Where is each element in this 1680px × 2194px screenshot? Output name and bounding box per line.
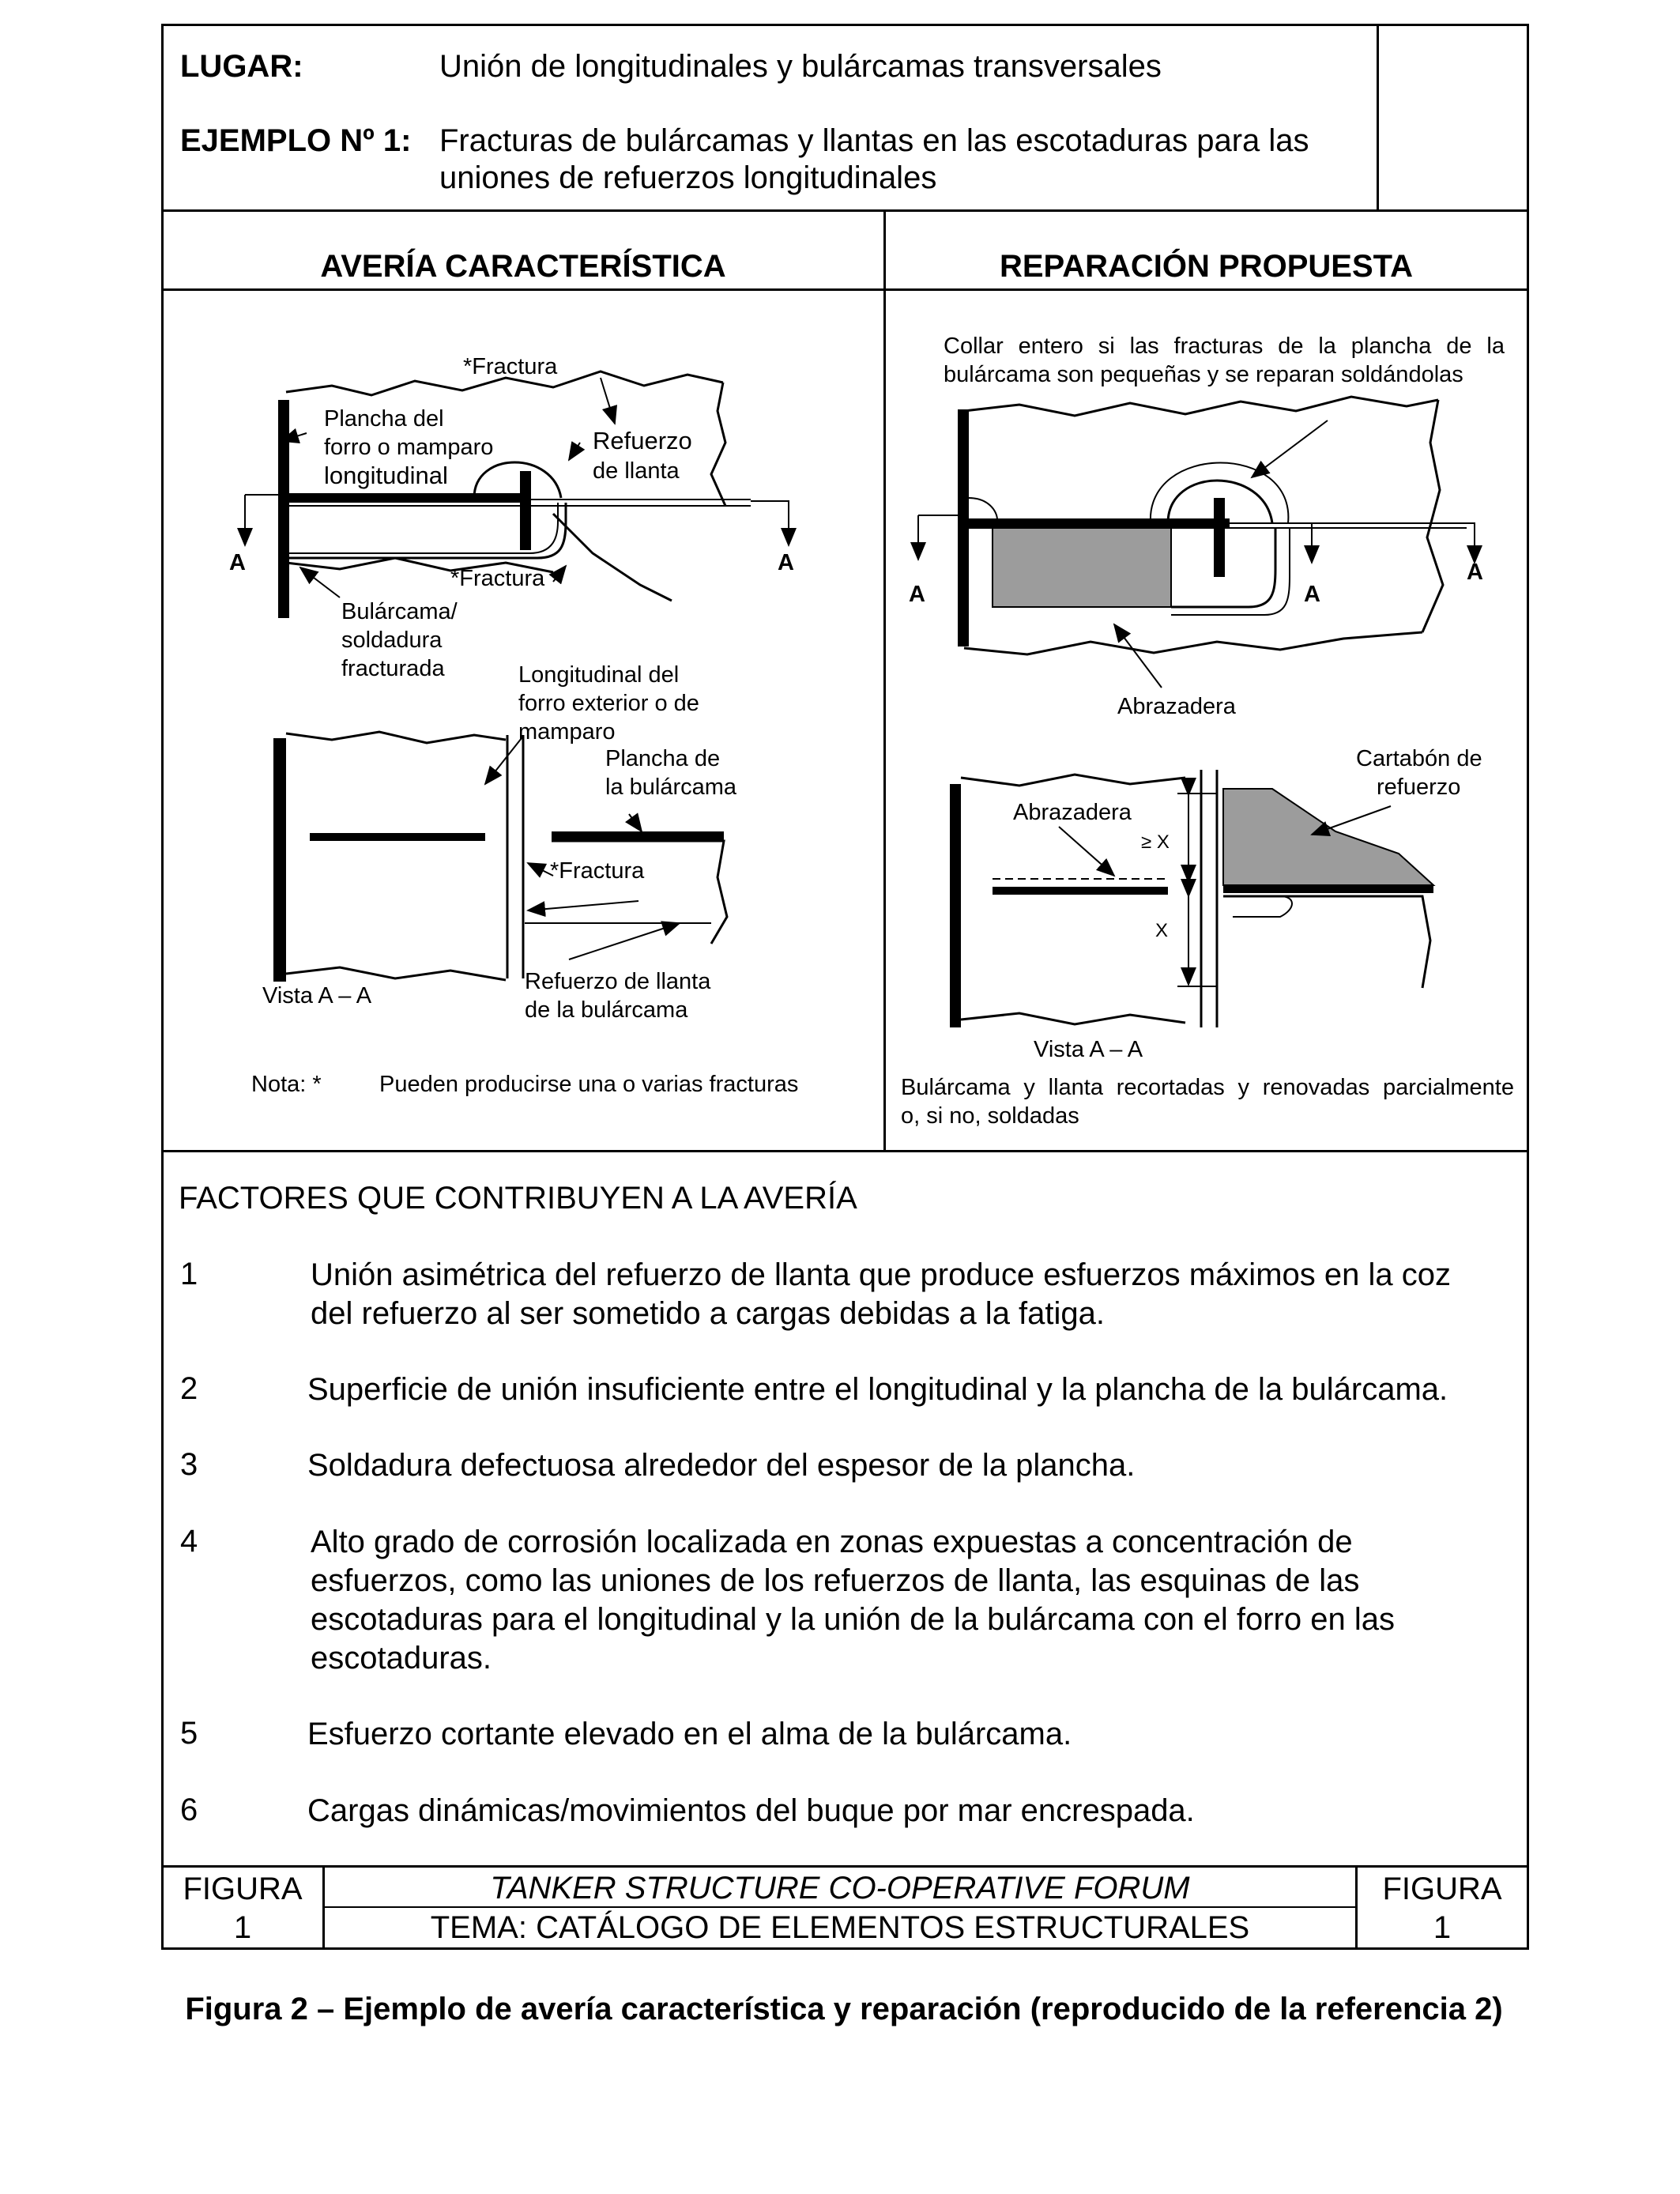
plancha-label-3: longitudinal	[324, 462, 448, 489]
factor-number: 5	[180, 1716, 198, 1751]
figure-caption: Figura 2 – Ejemplo de avería característica y reparación (reproducido de la referencia 2)	[185, 1992, 1503, 2026]
factor-3-line1: Soldadura defectuosa alrededor del espesor de la plancha.	[307, 1448, 1136, 1483]
vista-right-label: Vista A – A	[1034, 1037, 1143, 1062]
factor-2-line1: Superficie de unión insuficiente entre el longitudinal y la plancha de la bulárcama.	[307, 1372, 1448, 1407]
ejemplo-label: EJEMPLO Nº 1:	[180, 123, 412, 158]
dim-ge-x: ≥ X	[1141, 831, 1170, 853]
fractura-top-label: *Fractura	[463, 354, 558, 379]
repair-note-2: o, si no, soldadas	[901, 1103, 1079, 1129]
nota-text: Pueden producirse una o varias fracturas	[379, 1072, 799, 1097]
factor-1-line2: del refuerzo al ser sometido a cargas debidas a la fatiga.	[311, 1296, 1106, 1331]
plancha-bul-label-1: Plancha de	[605, 746, 721, 771]
right-column-heading: REPARACIÓN PROPUESTA	[999, 249, 1413, 284]
factor-number: 4	[180, 1524, 198, 1559]
cartabon-label-1: Cartabón de	[1356, 746, 1482, 771]
refuerzo-label-2: de llanta	[593, 458, 680, 484]
ejemplo-value-line2: uniones de refuerzos longitudinales	[439, 160, 937, 195]
section-a-right-3: A	[1467, 560, 1483, 585]
longitudinal-label-3: mamparo	[518, 719, 616, 745]
lugar-label: LUGAR:	[180, 49, 303, 84]
factor-4-line4: escotaduras.	[311, 1641, 492, 1676]
factor-number: 6	[180, 1793, 198, 1827]
lugar-value: Unión de longitudinales y bulárcamas transversales	[439, 49, 1162, 84]
nota-label: Nota: *	[251, 1072, 322, 1097]
cartabon-label-2: refuerzo	[1377, 775, 1461, 800]
figure-label-right: FIGURA	[1382, 1872, 1502, 1906]
fractura-mid-label: *Fractura	[450, 566, 545, 591]
plancha-label-1: Plancha del	[324, 406, 444, 432]
bularcama-label-3: fracturada	[341, 656, 445, 681]
footer-tema: TEMA: CATÁLOGO DE ELEMENTOS ESTRUCTURALES	[430, 1910, 1250, 1945]
factor-number: 2	[180, 1371, 198, 1406]
dim-x: X	[1155, 920, 1169, 941]
section-a-left-1: A	[229, 550, 246, 575]
left-column-heading: AVERÍA CARACTERÍSTICA	[320, 249, 726, 284]
factor-6-line1: Cargas dinámicas/movimientos del buque por mar encrespada.	[307, 1793, 1195, 1828]
right-plan-view	[918, 397, 1475, 688]
factor-number: 3	[180, 1447, 198, 1482]
factor-4-line3: escotaduras para el longitudinal y la unión de la bulárcama con el forro en las	[311, 1602, 1395, 1637]
figure-number-left: 1	[233, 1910, 252, 1945]
figure-number-right: 1	[1433, 1910, 1452, 1945]
factors-title: FACTORES QUE CONTRIBUYEN A LA AVERÍA	[179, 1181, 857, 1216]
abrazadera-low-label: Abrazadera	[1013, 800, 1132, 825]
plancha-bul-label-2: la bulárcama	[605, 775, 737, 800]
abrazadera-top-label: Abrazadera	[1117, 694, 1236, 719]
vista-left-label: Vista A – A	[262, 983, 372, 1008]
section-a-left-2: A	[778, 550, 794, 575]
longitudinal-label-2: forro exterior o de	[518, 691, 699, 716]
factor-5-line1: Esfuerzo cortante elevado en el alma de la bulárcama.	[307, 1717, 1072, 1751]
footer-forum: TANKER STRUCTURE CO-OPERATIVE FORUM	[490, 1871, 1190, 1906]
factor-1-line1: Unión asimétrica del refuerzo de llanta que produce esfuerzos máximos en la coz	[311, 1257, 1451, 1292]
bularcama-label-1: Bulárcama/	[341, 599, 458, 624]
bularcama-label-2: soldadura	[341, 628, 443, 653]
ejemplo-value-line1: Fracturas de bulárcamas y llantas en las escotaduras para las	[439, 123, 1309, 158]
fractura-low-label: *Fractura	[550, 858, 645, 884]
factor-4-line2: esfuerzos, como las uniones de los refuerzos de llanta, las esquinas de las	[311, 1563, 1360, 1598]
collar-note-1: Collar entero si las fracturas de la plancha de la	[944, 334, 1505, 359]
refuerzo-llanta-label-2: de la bulárcama	[525, 997, 688, 1023]
section-a-right-1: A	[909, 582, 925, 607]
collar-note-2: bulárcama son pequeñas y se reparan soldándolas	[944, 362, 1463, 387]
factor-number: 1	[180, 1257, 198, 1291]
refuerzo-label-1: Refuerzo	[593, 427, 692, 454]
refuerzo-llanta-label-1: Refuerzo de llanta	[525, 969, 711, 994]
section-a-right-2: A	[1304, 582, 1320, 607]
factor-4-line1: Alto grado de corrosión localizada en zonas expuestas a concentración de	[311, 1525, 1353, 1559]
repair-note-1: Bulárcama y llanta recortadas y renovadas parcialmente	[901, 1075, 1514, 1100]
figure-label-left: FIGURA	[183, 1872, 303, 1906]
plancha-label-2: forro o mamparo	[324, 435, 494, 460]
longitudinal-label-1: Longitudinal del	[518, 662, 680, 688]
